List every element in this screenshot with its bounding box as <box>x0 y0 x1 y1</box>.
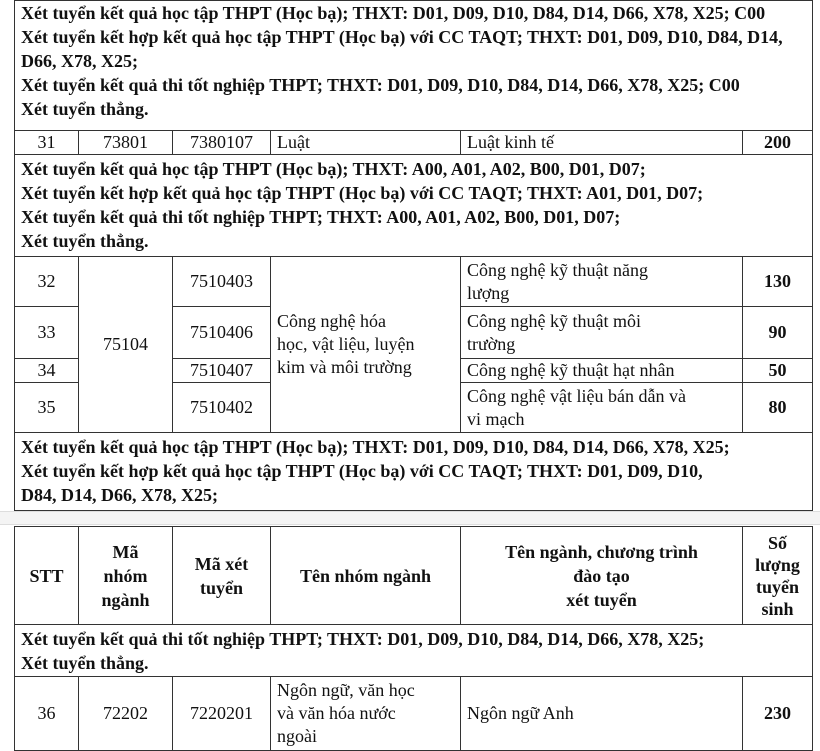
header-line: Số <box>767 532 787 553</box>
group-name-line: Công nghệ hóa <box>277 311 386 331</box>
group-name-line: học, vật liệu, luyện <box>277 334 415 354</box>
header-stt: STT <box>15 527 79 625</box>
quota-cell: 80 <box>743 383 813 433</box>
header-line: sinh <box>761 598 794 619</box>
note-line: Xét tuyển kết hợp kết quả học tập THPT (Học bạ) với CC TAQT; THXT: A01, D01, D07; <box>21 183 704 203</box>
stt-cell: 31 <box>15 131 79 155</box>
note-line: Xét tuyển kết quả thi tốt nghiệp THPT; THXT: D01, D09, D10, D84, D14, D66, X78, X25; C00 <box>21 75 740 95</box>
major-line: Công nghệ vật liệu bán dẫn và <box>467 385 686 406</box>
page-break-divider <box>0 511 820 525</box>
quota-cell: 200 <box>743 131 813 155</box>
note-line: Xét tuyển kết quả thi tốt nghiệp THPT; THXT: A00, A01, A02, B00, D01, D07; <box>21 207 621 227</box>
major-line: Công nghệ kỹ thuật môi <box>467 310 641 331</box>
notes-row <box>15 433 813 511</box>
major-cell: Ngôn ngữ Anh <box>461 677 743 751</box>
stt-cell: 35 <box>15 383 79 433</box>
header-admission-code <box>173 527 271 625</box>
header-line: tuyển <box>755 576 799 597</box>
admission-code-cell: 7380107 <box>173 131 271 155</box>
table-row <box>15 131 813 155</box>
admission-table-bottom <box>14 526 813 751</box>
header-line: lượng <box>755 554 800 575</box>
note-line: D84, D14, D66, X78, X25; <box>21 485 218 505</box>
major-line: vi mạch <box>467 408 525 429</box>
group-name-line: và văn hóa nước <box>277 703 396 723</box>
note-line: Xét tuyển thẳng. <box>21 99 149 119</box>
notes-row <box>15 625 813 677</box>
major-line: trường <box>467 333 516 354</box>
group-name-line: Ngôn ngữ, văn học <box>277 680 415 700</box>
quota-cell: 230 <box>743 677 813 751</box>
group-code-cell: 73801 <box>79 131 173 155</box>
header-line: Mã xét <box>194 553 249 574</box>
quota-cell: 130 <box>743 257 813 307</box>
header-major <box>461 527 743 625</box>
note-line: Xét tuyển kết hợp kết quả học tập THPT (Học bạ) với CC TAQT; THXT: D01, D09, D10, <box>21 461 703 481</box>
admission-notes <box>15 625 813 677</box>
table-header-row <box>15 527 813 625</box>
admission-code-cell: 7510406 <box>173 307 271 359</box>
major-cell <box>461 257 743 307</box>
header-group-name: Tên nhóm ngành <box>271 527 461 625</box>
header-line: đào tạo <box>573 565 630 586</box>
note-line: Xét tuyển thẳng. <box>21 231 149 251</box>
major-cell <box>461 383 743 433</box>
header-line: ngành <box>101 589 150 610</box>
major-cell: Luật kinh tế <box>461 131 743 155</box>
note-line: D66, X78, X25; <box>21 51 138 71</box>
admission-code-cell: 7510403 <box>173 257 271 307</box>
note-line: Xét tuyển kết quả học tập THPT (Học bạ); THXT: D01, D09, D10, D84, D14, D66, X78, X25; C00 <box>21 3 766 23</box>
notes-row <box>15 1 813 131</box>
admission-table-top <box>14 0 813 511</box>
header-line: tuyển <box>199 577 243 598</box>
header-line: Mã <box>112 541 139 562</box>
note-line: Xét tuyển kết quả học tập THPT (Học bạ); THXT: D01, D09, D10, D84, D14, D66, X78, X25; <box>21 437 730 457</box>
quota-cell: 50 <box>743 359 813 383</box>
group-name-cell <box>271 257 461 433</box>
table-row <box>15 677 813 751</box>
header-quota <box>743 527 813 625</box>
table-row <box>15 257 813 307</box>
group-name-line: kim và môi trường <box>277 357 412 377</box>
header-line: xét tuyển <box>566 589 637 610</box>
admission-code-cell: 7220201 <box>173 677 271 751</box>
stt-cell: 36 <box>15 677 79 751</box>
admission-notes <box>15 433 813 511</box>
note-line: Xét tuyển thẳng. <box>21 653 149 673</box>
stt-cell: 34 <box>15 359 79 383</box>
major-line: lượng <box>467 282 510 303</box>
note-line: Xét tuyển kết quả học tập THPT (Học bạ); THXT: A00, A01, A02, B00, D01, D07; <box>21 159 646 179</box>
major-cell <box>461 307 743 359</box>
group-code-cell: 72202 <box>79 677 173 751</box>
major-line: Công nghệ kỹ thuật năng <box>467 259 648 280</box>
group-name-cell: Luật <box>271 131 461 155</box>
stt-cell: 33 <box>15 307 79 359</box>
admission-code-cell: 7510402 <box>173 383 271 433</box>
header-group-code <box>79 527 173 625</box>
admission-notes <box>15 1 813 131</box>
admission-notes <box>15 155 813 257</box>
stt-cell: 32 <box>15 257 79 307</box>
admission-code-cell: 7510407 <box>173 359 271 383</box>
group-name-cell <box>271 677 461 751</box>
quota-cell: 90 <box>743 307 813 359</box>
header-line: nhóm <box>103 565 148 586</box>
notes-row <box>15 155 813 257</box>
group-name-line: ngoài <box>277 726 317 746</box>
note-line: Xét tuyển kết quả thi tốt nghiệp THPT; THXT: D01, D09, D10, D84, D14, D66, X78, X25; <box>21 629 705 649</box>
major-cell: Công nghệ kỹ thuật hạt nhân <box>461 359 743 383</box>
note-line: Xét tuyển kết hợp kết quả học tập THPT (Học bạ) với CC TAQT; THXT: D01, D09, D10, D84, D14, <box>21 27 783 47</box>
group-code-cell: 75104 <box>79 257 173 433</box>
header-line: Tên ngành, chương trình <box>505 541 698 562</box>
